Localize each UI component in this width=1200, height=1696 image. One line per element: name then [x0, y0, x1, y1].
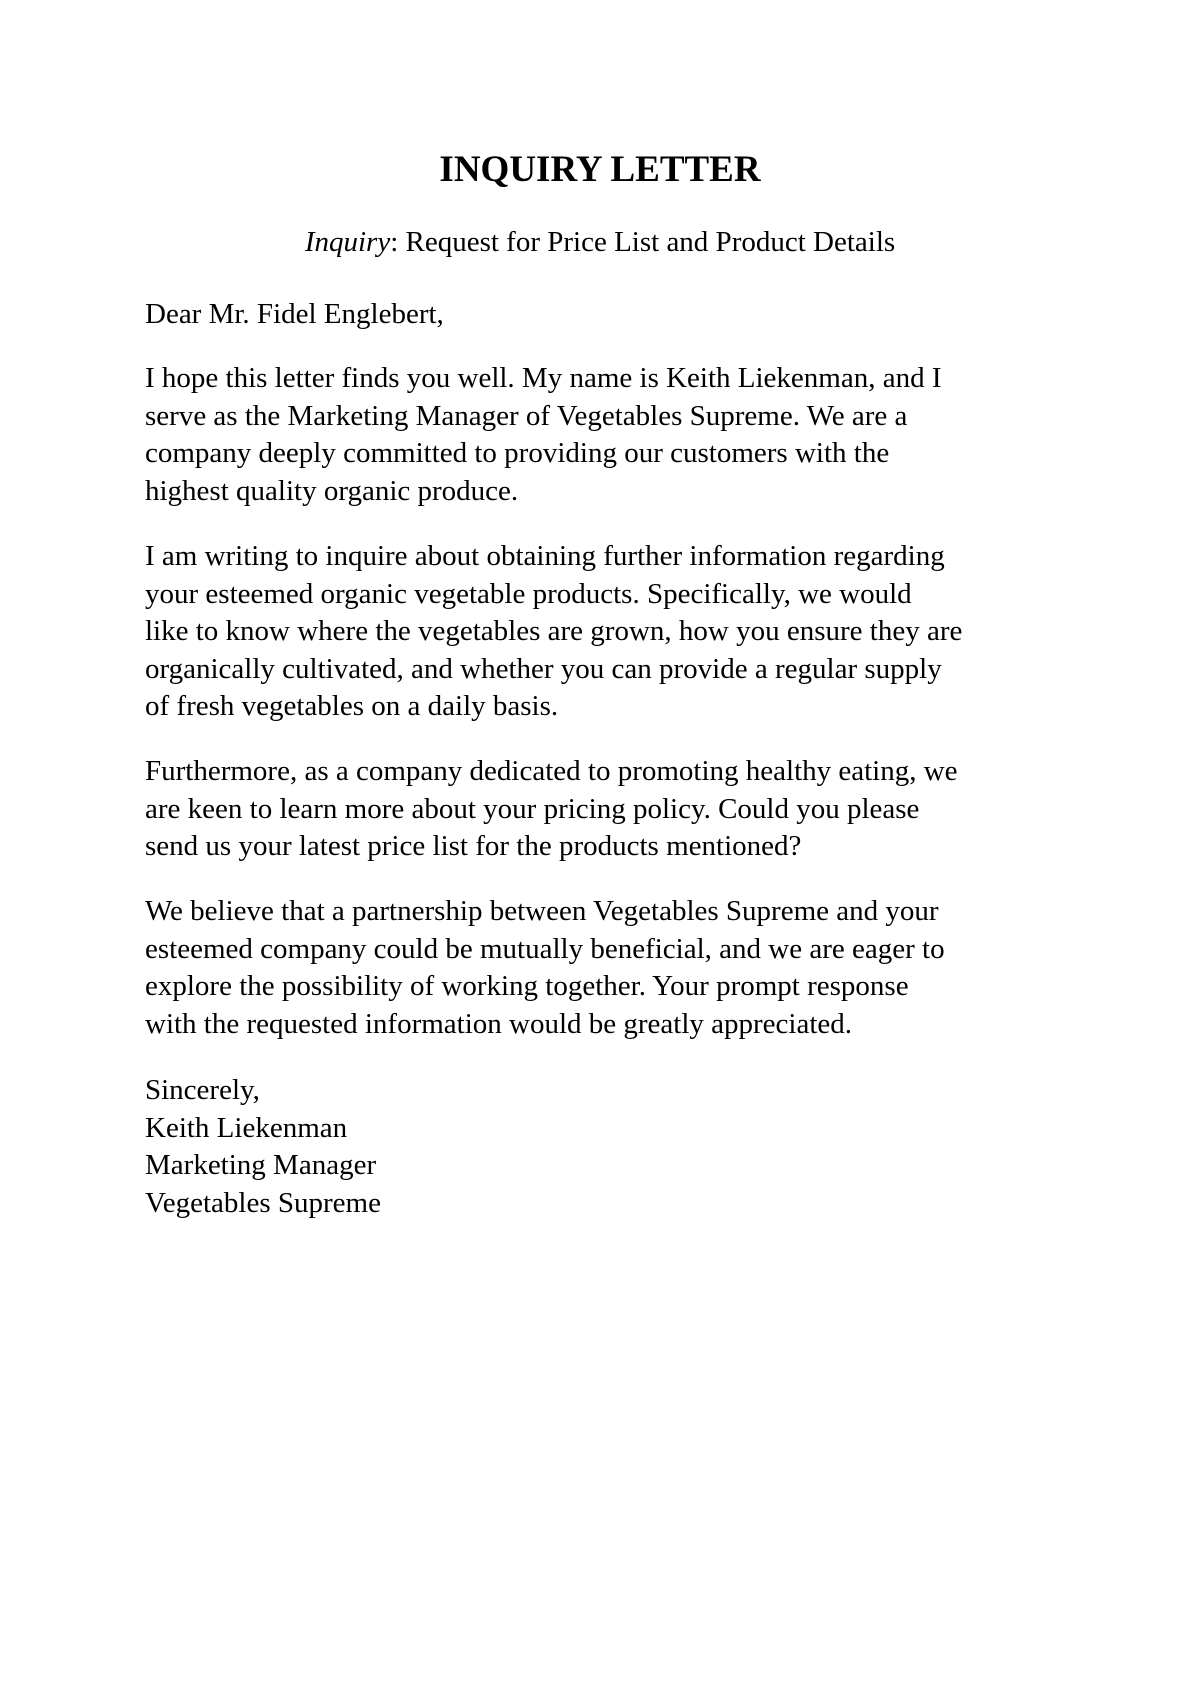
letter-title: INQUIRY LETTER — [439, 149, 761, 190]
subject-label: Inquiry — [304, 226, 391, 258]
salutation: Dear Mr. Fidel Englebert, — [145, 298, 444, 330]
paragraph-line: send us your latest price list for the products mentioned? — [145, 830, 802, 862]
paragraph-line: like to know where the vegetables are grown, how you ensure they are — [145, 615, 963, 647]
paragraph-line: We believe that a partnership between Vegetables Supreme and your — [145, 895, 939, 927]
letter-subject — [0, 224, 1200, 260]
paragraph-line: company deeply committed to providing our customers with the — [145, 437, 890, 469]
paragraph-line: I hope this letter finds you well. My name is Keith Liekenman, and I — [145, 362, 942, 394]
paragraph-intro — [145, 360, 1085, 510]
signer-name: Keith Liekenman — [145, 1111, 348, 1144]
signer-title: Marketing Manager — [145, 1149, 377, 1181]
paragraph-partnership — [145, 893, 1085, 1043]
paragraph-inquiry — [145, 538, 1085, 726]
subject-text: : Request for Price List and Product Details — [390, 226, 896, 258]
paragraph-line: serve as the Marketing Manager of Vegetables Supreme. We are a — [145, 399, 908, 432]
paragraph-line: are keen to learn more about your pricing policy. Could you please — [145, 792, 920, 825]
paragraph-pricing — [145, 753, 1085, 866]
closing-phrase: Sincerely, — [145, 1074, 260, 1106]
signer-company: Vegetables Supreme — [145, 1186, 381, 1219]
signature-block — [145, 1072, 1085, 1222]
paragraph-line: highest quality organic produce. — [145, 474, 519, 507]
paragraph-line: Furthermore, as a company dedicated to promoting healthy eating, we — [145, 755, 958, 787]
paragraph-line: I am writing to inquire about obtaining further information regarding — [145, 540, 945, 572]
paragraph-line: your esteemed organic vegetable products. Specifically, we would — [145, 577, 912, 610]
paragraph-line: with the requested information would be greatly appreciated. — [145, 1007, 853, 1040]
paragraph-line: of fresh vegetables on a daily basis. — [145, 690, 559, 722]
paragraph-line: esteemed company could be mutually beneficial, and we are eager to — [145, 932, 945, 965]
paragraph-line: explore the possibility of working together. Your prompt response — [145, 970, 909, 1002]
paragraph-line: organically cultivated, and whether you can provide a regular supply — [145, 652, 942, 685]
